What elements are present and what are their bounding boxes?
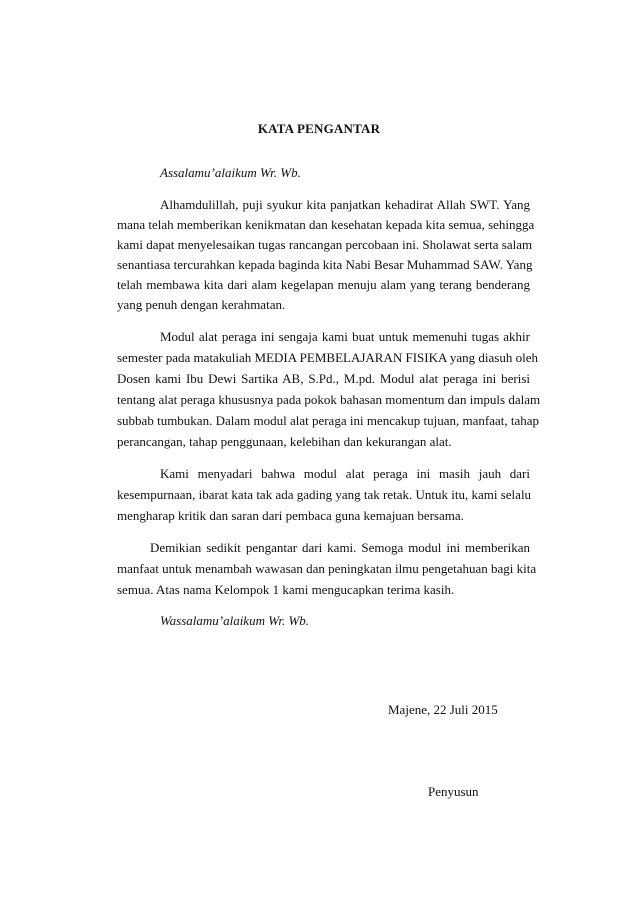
- paragraph-3-line: mengharap kritik dan saran dari pembaca guna kemajuan bersama.: [117, 508, 464, 523]
- paragraph-2-line: tentang alat peraga khususnya pada pokok bahasan momentum dan impuls dalam: [117, 392, 541, 407]
- paragraph-1-line: senantiasa tercurahkan kepada baginda kita Nabi Besar Muhammad SAW. Yang: [117, 257, 533, 272]
- paragraph-3-line: kesempurnaan, ibarat kata tak ada gading yang tak retak. Untuk itu, kami selalu: [117, 487, 532, 502]
- paragraph-4-line: manfaat untuk menambah wawasan dan peningkatan ilmu pengetahuan bagi kita: [117, 561, 537, 576]
- greeting: Assalamu’alaikum Wr. Wb.: [160, 165, 301, 180]
- paragraph-1-line: yang penuh dengan kerahmatan.: [117, 297, 286, 312]
- paragraph-2-line: Modul alat peraga ini sengaja kami buat untuk memenuhi tugas akhir: [160, 329, 530, 344]
- signatory: Penyusun: [428, 784, 479, 799]
- paragraph-1-line: kami dapat menyelesaikan tugas rancangan percobaan ini. Sholawat serta salam: [117, 237, 533, 252]
- paragraph-1-line: Alhamdulillah, puji syukur kita panjatkan kehadirat Allah SWT. Yang: [160, 197, 530, 212]
- paragraph-2-line: Dosen kami Ibu Dewi Sartika AB, S.Pd., M.pd. Modul alat peraga ini berisi: [117, 371, 530, 386]
- paragraph-2-line: subbab tumbukan. Dalam modul alat peraga ini mencakup tujuan, manfaat, tahap: [117, 413, 540, 428]
- paragraph-2-line: perancangan, tahap penggunaan, kelebihan dan kekurangan alat.: [117, 434, 452, 449]
- paragraph-4-line: Demikian sedikit pengantar dari kami. Semoga modul ini memberikan: [150, 540, 530, 555]
- paragraph-1-line: telah membawa kita dari alam kegelapan menuju alam yang terang benderang: [117, 277, 530, 292]
- place-date: Majene, 22 Juli 2015: [388, 702, 498, 717]
- paragraph-3-line: Kami menyadari bahwa modul alat peraga ini masih jauh dari: [160, 466, 530, 481]
- page-title: KATA PENGANTAR: [257, 121, 381, 136]
- paragraph-1-line: mana telah memberikan kenikmatan dan kesehatan kepada kita semua, sehingga: [117, 217, 535, 232]
- paragraph-2-line: semester pada matakuliah MEDIA PEMBELAJARAN FISIKA yang diasuh oleh: [117, 350, 539, 365]
- closing-greeting: Wassalamu’alaikum Wr. Wb.: [160, 613, 310, 628]
- paragraph-4-line: semua. Atas nama Kelompok 1 kami mengucapkan terima kasih.: [117, 582, 455, 597]
